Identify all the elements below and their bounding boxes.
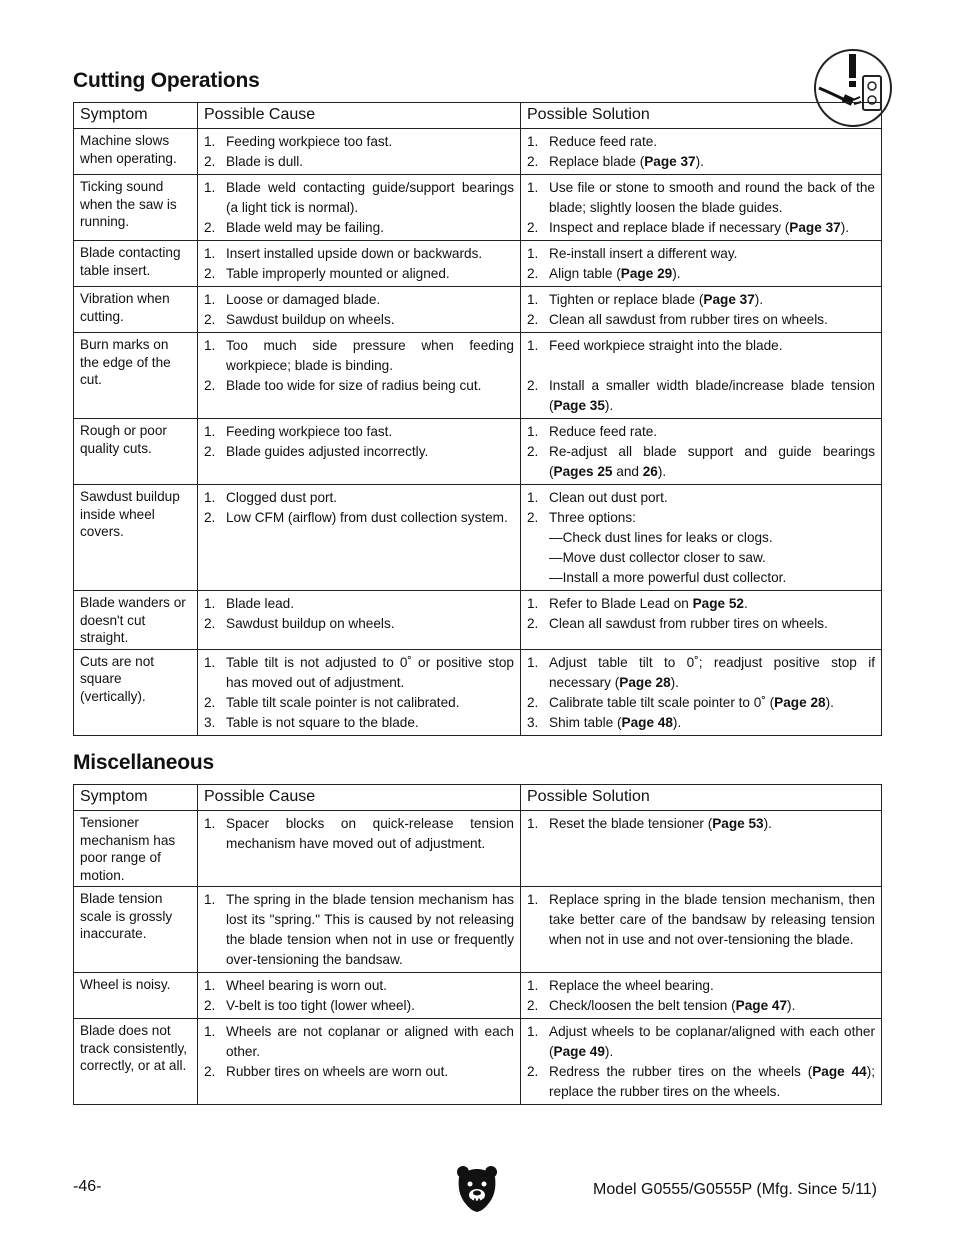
solution-item: [527, 976, 875, 996]
solution-item: [527, 508, 875, 588]
solution-text: Align table (Page 29).: [549, 266, 681, 281]
cause-list: [204, 290, 514, 330]
cause-cell: [198, 485, 521, 591]
item-number: 1.: [527, 338, 539, 353]
solution-list: [527, 488, 875, 588]
symptom-cell: Blade contacting table insert.: [74, 241, 198, 287]
solution-item: [527, 178, 875, 218]
item-number: 1.: [204, 246, 216, 261]
cause-list: [204, 976, 514, 1016]
solution-item: [527, 713, 875, 733]
cause-text: Table is not square to the blade.: [226, 714, 419, 730]
cause-cell: [198, 333, 521, 419]
cause-text: Table improperly mounted or aligned.: [226, 266, 450, 281]
solution-list: [527, 290, 875, 330]
cause-item: [204, 376, 514, 396]
cause-text: Sawdust buildup on wheels.: [226, 312, 395, 327]
item-number: 1.: [527, 816, 539, 831]
item-number: 3.: [204, 714, 216, 730]
solution-text: Re-install insert a different way.: [549, 246, 738, 261]
table-row: [74, 811, 882, 887]
item-number: 2.: [204, 378, 216, 393]
table-header-row: [74, 785, 882, 811]
solution-list: [527, 594, 875, 634]
header-possible-solution: Possible Solution: [521, 785, 882, 811]
cause-item: [204, 422, 514, 442]
solution-text: Reduce feed rate.: [549, 134, 658, 149]
cause-text: Blade too wide for size of radius being cut.: [226, 378, 482, 393]
item-number: 1.: [527, 596, 539, 611]
cause-item: [204, 264, 514, 284]
solution-item: [527, 996, 875, 1016]
header-symptom: Symptom: [74, 103, 198, 129]
page-number: -46-: [73, 1178, 102, 1195]
item-number: 1.: [204, 596, 216, 611]
solution-item: [527, 132, 875, 152]
solution-text: Check/loosen the belt tension (Page 47).: [549, 998, 796, 1013]
cause-item: [204, 218, 514, 238]
table-row: [74, 485, 882, 591]
cause-cell: [198, 591, 521, 650]
solution-item: [527, 1022, 875, 1062]
solution-cell: [521, 419, 882, 485]
solution-text: Adjust wheels to be coplanar/aligned with each other (Page 49).: [549, 1024, 875, 1059]
item-number: 1.: [527, 892, 539, 907]
symptom-cell: Tensioner mechanism has poor range of motion.: [74, 811, 198, 887]
solution-text: Replace the wheel bearing.: [549, 978, 714, 993]
cause-list: [204, 132, 514, 172]
header-possible-cause: Possible Cause: [198, 785, 521, 811]
item-number: 1.: [527, 424, 539, 439]
solution-list: [527, 814, 875, 834]
header-possible-solution: Possible Solution: [521, 103, 882, 129]
solution-cell: [521, 649, 882, 735]
header-possible-cause: Possible Cause: [198, 103, 521, 129]
cause-list: [204, 422, 514, 462]
item-number: 1.: [204, 654, 216, 670]
cause-text: Rubber tires on wheels are worn out.: [226, 1064, 449, 1079]
item-number: 1.: [204, 892, 216, 907]
item-number: 1.: [527, 246, 539, 261]
cause-item: [204, 508, 514, 528]
cause-item: [204, 244, 514, 264]
solution-list: [527, 132, 875, 172]
solution-text: Inspect and replace blade if necessary (Page 37).: [549, 220, 849, 235]
solution-item: [527, 653, 875, 693]
sub-option: —Install a more powerful dust collector.: [549, 570, 787, 585]
table-row: [74, 1019, 882, 1105]
cause-item: [204, 713, 514, 733]
item-number: 2.: [204, 510, 216, 525]
table-row: [74, 591, 882, 650]
solution-cell: [521, 591, 882, 650]
solution-item: [527, 290, 875, 310]
item-number: 2.: [527, 444, 539, 459]
solution-list: [527, 422, 875, 482]
item-number: 2.: [204, 1064, 216, 1079]
solution-text: Re-adjust all blade support and guide bearings (Pages 25 and 26).: [549, 444, 875, 479]
item-number: 3.: [527, 714, 539, 730]
symptom-cell: Blade does not track consistently, correctly, or at all.: [74, 1019, 198, 1105]
solution-cell: [521, 887, 882, 973]
cause-list: [204, 1022, 514, 1082]
symptom-cell: Sawdust buildup inside wheel covers.: [74, 485, 198, 591]
solution-text: Clean all sawdust from rubber tires on wheels.: [549, 312, 828, 327]
item-number: 2.: [204, 694, 216, 710]
solution-list: [527, 178, 875, 238]
symptom-cell: Wheel is noisy.: [74, 973, 198, 1019]
item-number: 2.: [204, 266, 216, 281]
solution-text: Clean all sawdust from rubber tires on wheels.: [549, 616, 828, 631]
cause-list: [204, 890, 514, 970]
table-row: [74, 649, 882, 735]
model-info: Model G0555/G0555P (Mfg. Since 5/11): [592, 1181, 877, 1198]
sub-option: —Check dust lines for leaks or clogs.: [549, 530, 773, 545]
solution-text: Refer to Blade Lead on Page 52.: [549, 596, 748, 611]
solution-text: Shim table (Page 48).: [549, 714, 682, 730]
solution-text: Use file or stone to smooth and round the back of the blade; slightly loosen the blade guides.: [549, 180, 875, 215]
cause-text: Low CFM (airflow) from dust collection system.: [226, 510, 508, 525]
solution-text: Replace blade (Page 37).: [549, 154, 704, 169]
cause-text: Feeding workpiece too fast.: [226, 424, 393, 439]
cause-cell: [198, 241, 521, 287]
solution-text: Reduce feed rate.: [549, 424, 658, 439]
cause-text: Clogged dust port.: [226, 490, 338, 505]
item-number: 2.: [527, 1064, 539, 1079]
header-symptom: Symptom: [74, 785, 198, 811]
cause-item: [204, 996, 514, 1016]
item-number: 2.: [204, 444, 216, 459]
cause-cell: [198, 649, 521, 735]
cause-item: [204, 152, 514, 172]
solution-cell: [521, 175, 882, 241]
item-number: 2.: [527, 154, 539, 169]
cause-item: [204, 653, 514, 693]
item-number: 2.: [204, 998, 216, 1013]
item-number: 1.: [204, 180, 216, 195]
cause-text: Insert installed upside down or backwards.: [226, 246, 483, 261]
grizzly-bear-logo-icon: [455, 1163, 499, 1213]
cause-item: [204, 693, 514, 713]
cause-list: [204, 488, 514, 528]
item-number: 1.: [204, 134, 216, 149]
symptom-cell: Blade tension scale is grossly inaccurate.: [74, 887, 198, 973]
solution-text: Three options: —Check dust lines for leaks or clogs. —Move dust collector closer to saw. —Install a more powerful dust collector.: [549, 508, 875, 588]
item-number: 1.: [527, 180, 539, 195]
solution-text: Redress the rubber tires on the wheels (Page 44); replace the rubber tires on the wheels.: [549, 1064, 875, 1099]
table-row: [74, 287, 882, 333]
table-row: [74, 175, 882, 241]
cause-text: Feeding workpiece too fast.: [226, 134, 393, 149]
cause-item: [204, 442, 514, 462]
solution-cell: [521, 973, 882, 1019]
solution-item: [527, 152, 875, 172]
item-number: 1.: [527, 490, 539, 505]
solution-list: [527, 890, 875, 950]
solution-cell: [521, 1019, 882, 1105]
cause-item: [204, 814, 514, 854]
item-number: 1.: [204, 292, 216, 307]
cause-item: [204, 1062, 514, 1082]
solution-text: Install a smaller width blade/increase blade tension (Page 35).: [549, 378, 875, 413]
cause-item: [204, 178, 514, 218]
solution-text: Replace spring in the blade tension mechanism, then take better care of the bandsaw by releasing tension when not in use and not over-tensioning the blade.: [549, 892, 875, 947]
cause-item: [204, 1022, 514, 1062]
table-row: [74, 887, 882, 973]
cause-item: [204, 132, 514, 152]
cause-item: [204, 594, 514, 614]
solution-list: [527, 976, 875, 1016]
solution-list: [527, 1022, 875, 1102]
sub-option: —Move dust collector closer to saw.: [549, 550, 766, 565]
symptom-cell: Burn marks on the edge of the cut.: [74, 333, 198, 419]
solution-item: [527, 488, 875, 508]
table-row: [74, 419, 882, 485]
solution-item: [527, 814, 875, 834]
cause-text: Spacer blocks on quick-release tension mechanism have moved out of adjustment.: [226, 816, 514, 851]
item-number: 2.: [527, 220, 539, 235]
solution-item: [527, 244, 875, 264]
cause-item: [204, 488, 514, 508]
symptom-cell: Vibration when cutting.: [74, 287, 198, 333]
cause-text: Sawdust buildup on wheels.: [226, 616, 395, 631]
symptom-cell: Cuts are not square (vertically).: [74, 649, 198, 735]
item-number: 1.: [204, 816, 216, 831]
cause-item: [204, 310, 514, 330]
cause-text: Blade is dull.: [226, 154, 304, 169]
table-row: [74, 973, 882, 1019]
cause-item: [204, 336, 514, 376]
section-title-cutting-operations: Cutting Operations: [73, 69, 260, 92]
cause-text: Loose or damaged blade.: [226, 292, 381, 307]
solution-cell: [521, 287, 882, 333]
item-number: 1.: [204, 424, 216, 439]
solution-text: Calibrate table tilt scale pointer to 0˚ (Page 28).: [549, 694, 834, 710]
symptom-cell: Blade wanders or doesn't cut straight.: [74, 591, 198, 650]
item-number: 1.: [527, 292, 539, 307]
cause-list: [204, 594, 514, 634]
cause-item: [204, 290, 514, 310]
solution-cell: [521, 811, 882, 887]
item-number: 2.: [527, 266, 539, 281]
table-header-row: [74, 103, 882, 129]
cause-cell: [198, 811, 521, 887]
cause-list: [204, 814, 514, 854]
item-number: 1.: [527, 134, 539, 149]
solution-cell: [521, 333, 882, 419]
solution-item: [527, 310, 875, 330]
solution-cell: [521, 129, 882, 175]
solution-text: Feed workpiece straight into the blade.: [549, 338, 783, 353]
item-number: 2.: [527, 694, 539, 710]
table-row: [74, 241, 882, 287]
symptom-cell: Rough or poor quality cuts.: [74, 419, 198, 485]
table-row: [74, 333, 882, 419]
solution-text: Clean out dust port.: [549, 490, 668, 505]
cause-list: [204, 336, 514, 396]
item-number: 1.: [204, 978, 216, 993]
cause-text: The spring in the blade tension mechanism has lost its "spring." This is caused by not releasing the blade tension when not in use or frequently over-tensioning the bandsaw.: [226, 892, 514, 967]
solution-item: [527, 890, 875, 950]
item-number: 2.: [527, 616, 539, 631]
item-number: 2.: [527, 378, 539, 393]
solution-text: Tighten or replace blade (Page 37).: [549, 292, 764, 307]
item-number: 2.: [527, 998, 539, 1013]
cause-text: Blade lead.: [226, 596, 295, 611]
solution-item: [527, 1062, 875, 1102]
item-number: 2.: [204, 312, 216, 327]
cause-text: Too much side pressure when feeding workpiece; blade is binding.: [226, 338, 514, 373]
item-number: 2.: [204, 154, 216, 169]
cause-cell: [198, 175, 521, 241]
item-number: 1.: [204, 338, 216, 353]
item-number: 2.: [527, 510, 539, 525]
cause-cell: [198, 973, 521, 1019]
cause-list: [204, 178, 514, 238]
miscellaneous-table: [73, 784, 882, 1105]
cause-cell: [198, 1019, 521, 1105]
cause-text: Wheel bearing is worn out.: [226, 978, 387, 993]
solution-list: [527, 336, 875, 416]
solution-item: [527, 218, 875, 238]
cause-cell: [198, 287, 521, 333]
cause-text: Wheels are not coplanar or aligned with each other.: [226, 1024, 514, 1059]
solution-item: [527, 336, 875, 356]
symptom-cell: Machine slows when operating.: [74, 129, 198, 175]
solution-list: [527, 244, 875, 284]
solution-cell: [521, 241, 882, 287]
solution-item: [527, 614, 875, 634]
cause-cell: [198, 887, 521, 973]
cause-text: Blade guides adjusted incorrectly.: [226, 444, 429, 459]
solution-cell: [521, 485, 882, 591]
solution-item: [527, 264, 875, 284]
solution-text: Reset the blade tensioner (Page 53).: [549, 816, 772, 831]
cause-item: [204, 614, 514, 634]
item-number: 1.: [204, 490, 216, 505]
cause-text: Table tilt scale pointer is not calibrated.: [226, 694, 460, 710]
cause-cell: [198, 129, 521, 175]
item-number: 1.: [527, 1024, 539, 1039]
cause-list: [204, 244, 514, 284]
item-number: 2.: [204, 220, 216, 235]
cause-text: Blade weld may be failing.: [226, 220, 384, 235]
table-row: [74, 129, 882, 175]
cause-list: [204, 653, 514, 733]
cause-text: Blade weld contacting guide/support bearings (a light tick is normal).: [226, 180, 514, 215]
item-number: 1.: [527, 654, 539, 670]
solution-item: [527, 693, 875, 713]
solution-item: [527, 442, 875, 482]
solution-item: [527, 422, 875, 442]
cause-item: [204, 976, 514, 996]
solution-list: [527, 653, 875, 733]
solution-item: [527, 376, 875, 416]
section-title-miscellaneous: Miscellaneous: [73, 751, 214, 774]
symptom-cell: Ticking sound when the saw is running.: [74, 175, 198, 241]
item-number: 1.: [527, 978, 539, 993]
cause-text: Table tilt is not adjusted to 0˚ or positive stop has moved out of adjustment.: [226, 654, 514, 690]
cause-cell: [198, 419, 521, 485]
cause-item: [204, 890, 514, 970]
item-number: 1.: [204, 1024, 216, 1039]
item-number: 2.: [204, 616, 216, 631]
solution-item: [527, 594, 875, 614]
solution-text: Adjust table tilt to 0˚; readjust positive stop if necessary (Page 28).: [549, 654, 875, 690]
cause-text: V-belt is too tight (lower wheel).: [226, 998, 415, 1013]
cutting-operations-table: [73, 102, 882, 736]
item-number: 2.: [527, 312, 539, 327]
